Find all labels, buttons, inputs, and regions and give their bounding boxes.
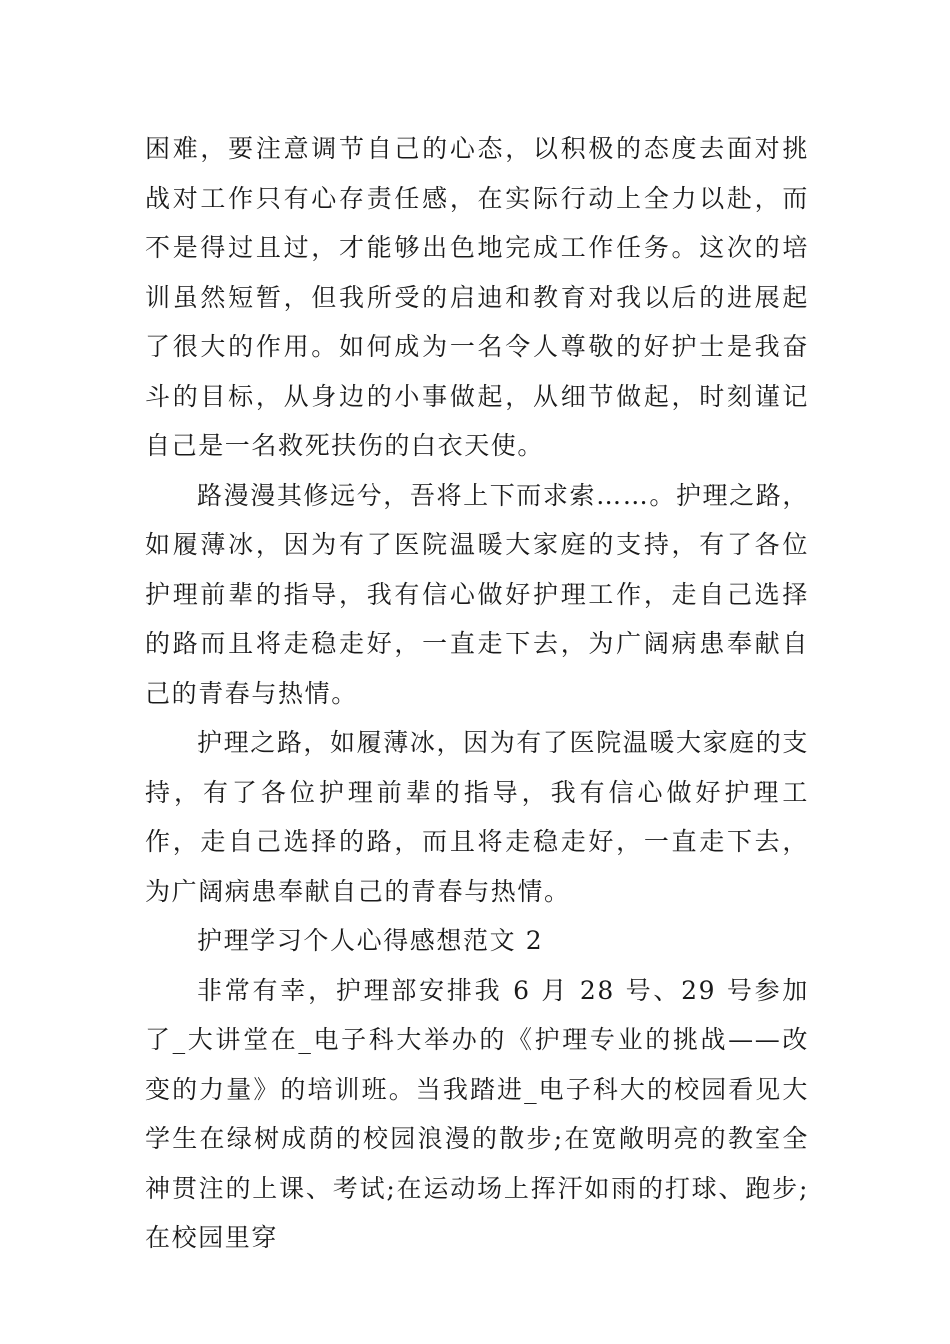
paragraph-1: 困难，要注意调节自己的心态，以积极的态度去面对挑战对工作只有心存责任感，在实际行动上全力以赴，而不是得过且过，才能够出色地完成工作任务。这次的培训虽然短暂，但我所受的启迪和教育对我以后的进展起了很大的作用。如何成为一名令人尊敬的好护士是我奋斗的目标，从身边的小事做起，从细节做起，时刻谨记自己是一名救死扶伤的白衣天使。 — [145, 134, 809, 460]
paragraph-3: 护理之路，如履薄冰，因为有了医院温暖大家庭的支持，有了各位护理前辈的指导，我有信心做好护理工作，走自己选择的路，而且将走稳走好，一直走下去，为广阔病患奉献自己的青春与热情。 — [145, 728, 809, 906]
paragraph-2: 路漫漫其修远兮，吾将上下而求索……。护理之路，如履薄冰，因为有了医院温暖大家庭的支持，有了各位护理前辈的指导，我有信心做好护理工作，走自己选择的路而且将走稳走好，一直走下去，为广阔病患奉献自己的青春与热情。 — [145, 480, 809, 708]
paragraph-4: 非常有幸，护理部安排我 6 月 28 号、29 号参加了_大讲堂在_电子科大举办的《护理专业的挑战——改变的力量》的培训班。当我踏进_电子科大的校园看见大学生在绿树成荫的校园浪漫的散步;在宽敞明亮的教室全神贯注的上课、考试;在运动场上挥汗如雨的打球、跑步;在校园里穿 — [145, 975, 809, 1252]
section-heading: 护理学习个人心得感想范文 2 — [197, 926, 544, 955]
document-body — [145, 124, 809, 1263]
